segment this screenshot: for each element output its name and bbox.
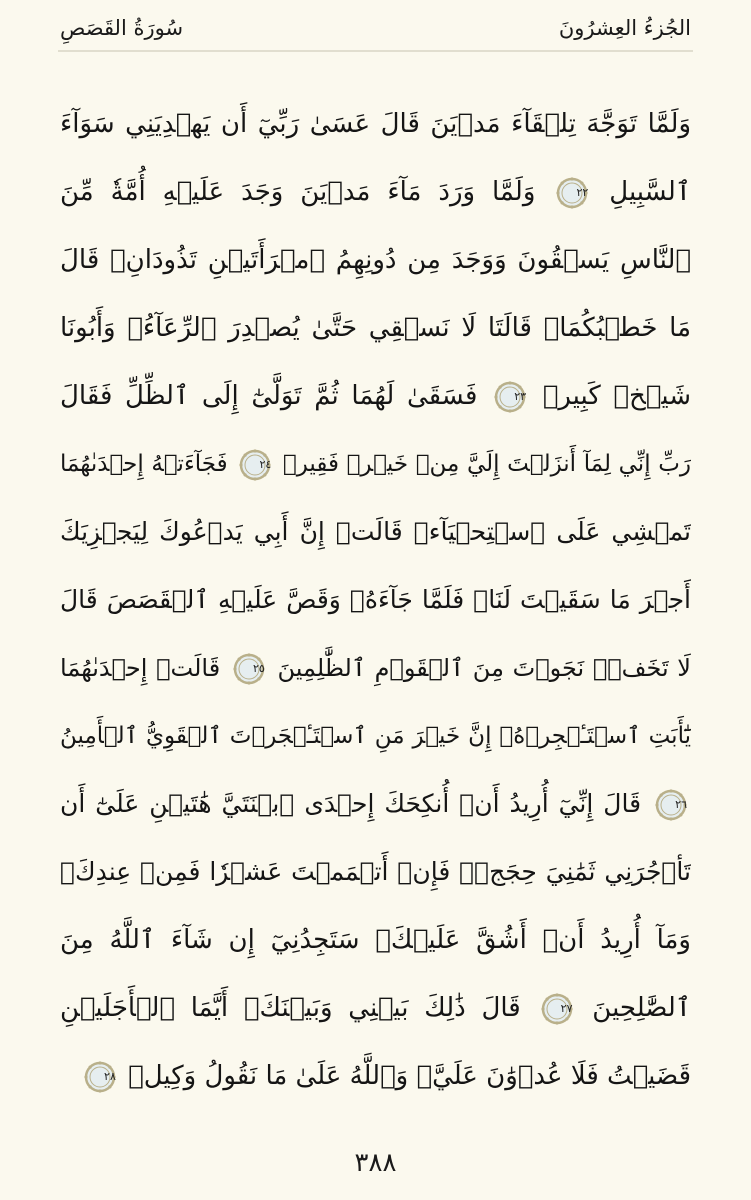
verse-line bbox=[60, 702, 691, 770]
verse-text: قَالَتۡ إِحۡدَىٰهُمَا bbox=[60, 654, 221, 682]
verse-line bbox=[60, 90, 691, 158]
ayah-number: ٢٣ bbox=[514, 389, 527, 403]
verse-text: شَيۡخٞ كَبِيرٞ bbox=[542, 381, 691, 411]
quran-text-block bbox=[60, 90, 691, 1110]
ayah-number-marker bbox=[556, 177, 588, 209]
ayah-number-marker bbox=[494, 381, 526, 413]
ayah-number: ٢٨ bbox=[104, 1069, 116, 1083]
ayah-number: ٢٤ bbox=[259, 457, 272, 471]
verse-line bbox=[60, 362, 691, 430]
verse-text: ٱلصَّٰلِحِينَ bbox=[592, 993, 691, 1023]
verse-text: لَا تَخَفۡۖ نَجَوۡتَ مِنَ ٱلۡقَوۡمِ ٱلظَّٰلِمِينَ bbox=[277, 654, 691, 682]
ayah-number-marker bbox=[233, 653, 265, 685]
ayah-number-marker bbox=[239, 449, 271, 481]
page-number: ٣٨٨ bbox=[354, 1148, 397, 1178]
verse-line bbox=[60, 430, 691, 498]
juz-title: الجُزءُ العِشرُونَ bbox=[558, 16, 691, 40]
verse-text: وَلَمَّا تَوَجَّهَ تِلۡقَآءَ مَدۡيَنَ قَالَ عَسَىٰ رَبِّيٓ أَن يَهۡدِيَنِي سَوَآءَ bbox=[60, 109, 691, 139]
verse-text: وَلَمَّا وَرَدَ مَآءَ مَدۡيَنَ وَجَدَ عَلَيۡهِ أُمَّةٗ مِّنَ bbox=[60, 177, 536, 207]
verse-line bbox=[60, 566, 691, 634]
verse-line bbox=[60, 226, 691, 294]
ayah-number: ٢٢ bbox=[576, 185, 589, 199]
verse-text: قَالَ إِنِّيٓ أُرِيدُ أَنۡ أُنكِحَكَ إِحۡدَى ٱبۡنَتَيَّ هَٰتَيۡنِ عَلَىٰٓ أَن bbox=[60, 789, 642, 818]
verse-line bbox=[60, 1042, 691, 1110]
verse-line bbox=[60, 838, 691, 906]
verse-text: ٱلنَّاسِ يَسۡقُونَ وَوَجَدَ مِن دُونِهِمُ ٱمۡرَأَتَيۡنِ تَذُودَانِۖ قَالَ bbox=[60, 245, 691, 275]
verse-text: تَأۡجُرَنِي ثَمَٰنِيَ حِجَجٖۖ فَإِنۡ أَتۡمَمۡتَ عَشۡرٗا فَمِنۡ عِندِكَۖ bbox=[60, 857, 691, 886]
verse-line bbox=[60, 498, 691, 566]
verse-text: ٱلسَّبِيلِ bbox=[609, 177, 691, 207]
verse-text: قَضَيۡتُ فَلَا عُدۡوَٰنَ عَلَيَّۖ وَٱللَّهُ عَلَىٰ مَا نَقُولُ وَكِيلٞ bbox=[128, 1061, 691, 1091]
ayah-number-marker bbox=[84, 1061, 116, 1093]
verse-line bbox=[60, 906, 691, 974]
header-divider bbox=[58, 50, 693, 52]
verse-text: فَسَقَىٰ لَهُمَا ثُمَّ تَوَلَّىٰٓ إِلَى ٱلظِّلِّ فَقَالَ bbox=[60, 381, 478, 411]
verse-line bbox=[60, 294, 691, 362]
verse-text: فَجَآءَتۡهُ إِحۡدَىٰهُمَا bbox=[60, 451, 228, 477]
verse-line bbox=[60, 770, 691, 838]
verse-text: أَجۡرَ مَا سَقَيۡتَ لَنَاۚ فَلَمَّا جَآءَهُۥ وَقَصَّ عَلَيۡهِ ٱلۡقَصَصَ قَالَ bbox=[60, 585, 691, 614]
verse-text: تَمۡشِي عَلَى ٱسۡتِحۡيَآءٖ قَالَتۡ إِنَّ أَبِي يَدۡعُوكَ لِيَجۡزِيَكَ bbox=[60, 517, 691, 546]
verse-text: مَا خَطۡبُكُمَاۖ قَالَتَا لَا نَسۡقِي حَتَّىٰ يُصۡدِرَ ٱلرِّعَآءُۖ وَأَبُونَا bbox=[60, 313, 691, 343]
ayah-number: ٢٥ bbox=[253, 662, 265, 675]
verse-text: رَبِّ إِنِّي لِمَآ أَنزَلۡتَ إِلَيَّ مِنۡ خَيۡرٖ فَقِيرٞ bbox=[282, 451, 691, 477]
surah-title: سُورَةُ القَصَصِ bbox=[60, 16, 184, 40]
verse-line bbox=[60, 634, 691, 702]
page-header bbox=[60, 8, 691, 48]
verse-text: يَٰٓأَبَتِ ٱسۡتَـٔۡجِرۡهُۖ إِنَّ خَيۡرَ مَنِ ٱسۡتَـٔۡجَرۡتَ ٱلۡقَوِيُّ ٱلۡأَمِينُ bbox=[60, 723, 691, 749]
verse-line bbox=[60, 158, 691, 226]
verse-text: قَالَ ذَٰلِكَ بَيۡنِي وَبَيۡنَكَۖ أَيَّمَا ٱلۡأَجَلَيۡنِ bbox=[60, 993, 521, 1023]
verse-text: وَمَآ أُرِيدُ أَنۡ أَشُقَّ عَلَيۡكَۚ سَتَجِدُنِيٓ إِن شَآءَ ٱللَّهُ مِنَ bbox=[60, 925, 691, 955]
verse-line bbox=[60, 974, 691, 1042]
ayah-number-marker bbox=[655, 789, 687, 821]
ayah-number: ٢٧ bbox=[560, 1001, 573, 1015]
ayah-number-marker bbox=[541, 993, 573, 1025]
ayah-number: ٢٦ bbox=[675, 798, 687, 811]
